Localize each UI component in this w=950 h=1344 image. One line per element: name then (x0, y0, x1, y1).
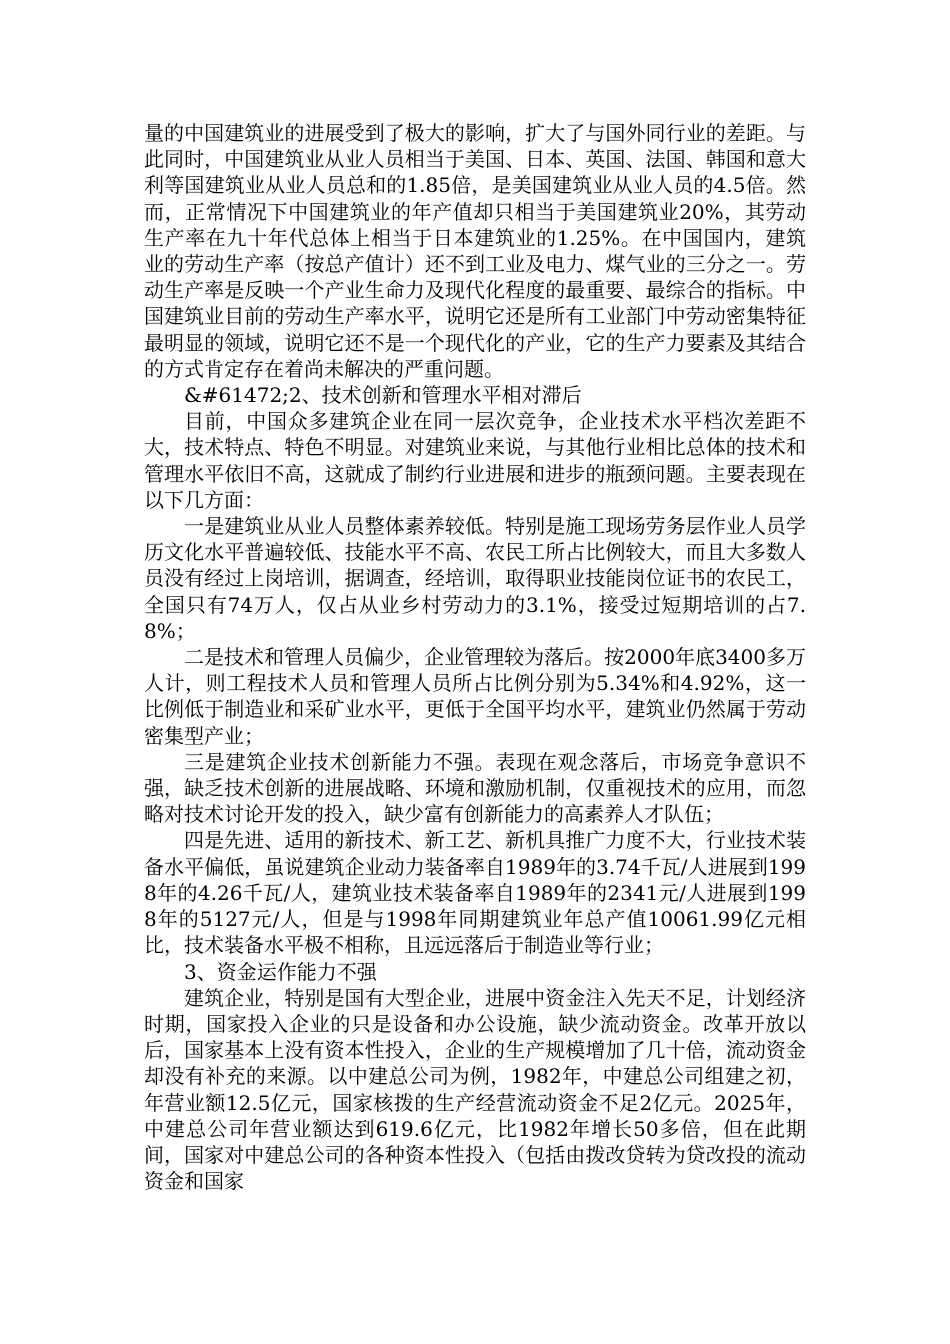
paragraph-tech-intro: 目前，中国众多建筑企业在同一层次竞争，企业技术水平档次差距不大，技术特点、特色不明显。对建筑业来说，与其他行业相比总体的技术和管理水平依旧不高，这就成了制约行业进展和进步的瓶颈问题。主要表现在以下几方面： (144, 409, 806, 512)
paragraph-capital: 建筑企业，特别是国有大型企业，进展中资金注入先天不足，计划经济时期，国家投入企业的只是设备和办公设施，缺少流动资金。改革开放以后，国家基本上没有资本性投入，企业的生产规模增加了几十倍，流动资金却没有补充的来源。以中建总公司为例，1982年，中建总公司组建之初，年营业额12.5亿元，国家核拨的生产经营流动资金不足2亿元。2025年，中建总公司年营业额达到619.6亿元，比1982年增长50多倍，但在此期间，国家对中建总公司的各种资本性投入（包括由拨改贷转为贷改投的流动资金和国家 (144, 985, 806, 1194)
document-page (144, 120, 806, 1194)
paragraph-point-two: 二是技术和管理人员偏少，企业管理较为落后。按2000年底3400多万人计，则工程技术人员和管理人员所占比例分别为5.34%和4.92%，这一比例低于制造业和采矿业水平，更低于全国平均水平，建筑业仍然属于劳动密集型产业； (144, 645, 806, 748)
section-heading-tech-innovation: &#61472;2、技术创新和管理水平相对滞后 (184, 383, 582, 408)
paragraph-labor-productivity: 量的中国建筑业的进展受到了极大的影响，扩大了与国外同行业的差距。与此同时，中国建筑业从业人员相当于美国、日本、英国、法国、韩国和意大利等国建筑业从业人员总和的1.85倍，是美国建筑业从业人员的4.5倍。然而，正常情况下中国建筑业的年产值却只相当于美国建筑业20%，其劳动生产率在九十年代总体上相当于日本建筑业的1.25%。在中国国内，建筑业的劳动生产率（按总产值计）还不到工业及电力、煤气业的三分之一。劳动生产率是反映一个产业生命力及现代化程度的最重要、最综合的指标。中国建筑业目前的劳动生产率水平，说明它还是所有工业部门中劳动密集特征最明显的领域，说明它还不是一个现代化的产业，它的生产力要素及其结合的方式肯定存在着尚未解决的严重问题。 (144, 121, 806, 381)
paragraph-point-three: 三是建筑企业技术创新能力不强。表现在观念落后，市场竞争意识不强，缺乏技术创新的进展战略、环境和激励机制，仅重视技术的应用，而忽略对技术讨论开发的投入，缺少富有创新能力的高素养人才队伍； (144, 749, 806, 827)
section-heading-capital: 3、资金运作能力不强 (184, 959, 377, 984)
paragraph-point-four: 四是先进、适用的新技术、新工艺、新机具推广力度不大，行业技术装备水平偏低，虽说建筑企业动力装备率自1989年的3.74千瓦/人进展到1998年的4.26千瓦/人，建筑业技术装备率自1989年的2341元/人进展到1998年的5127元/人，但是与1998年同期建筑业年总产值10061.99亿元相比，技术装备水平极不相称，且远远落后于制造业等行业； (144, 828, 806, 958)
paragraph-point-one: 一是建筑业从业人员整体素养较低。特别是施工现场劳务层作业人员学历文化水平普遍较低、技能水平不高、农民工所占比例较大，而且大多数人员没有经过上岗培训，据调查，经培训，取得职业技能岗位证书的农民工，全国只有74万人，仅占从业乡村劳动力的3.1%，接受过短期培训的占7.8%； (144, 514, 806, 643)
